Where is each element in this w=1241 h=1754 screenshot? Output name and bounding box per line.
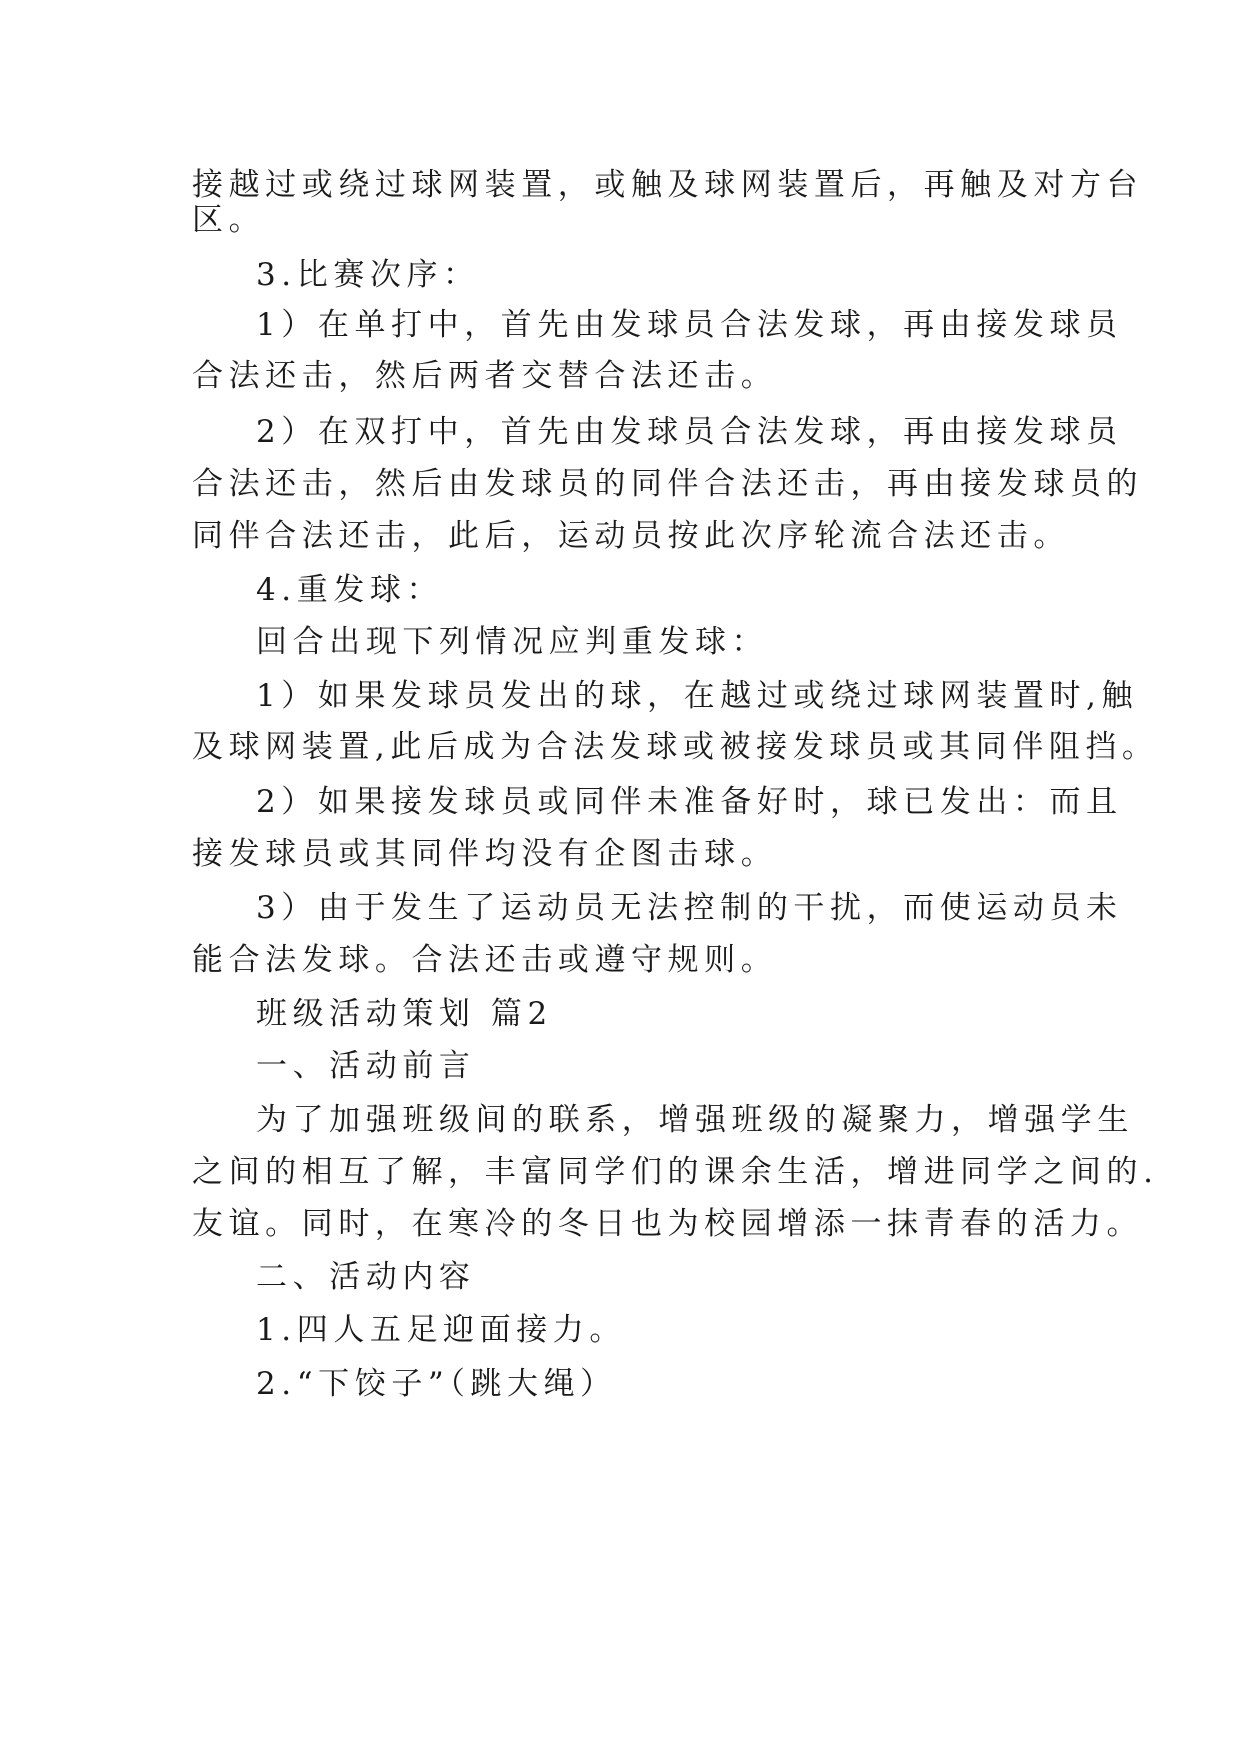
paragraph-line: 1）如果发球员发出的球，在越过或绕过球网装置时,触 (256, 678, 1139, 714)
paragraph-line: 合法还击，然后两者交替合法还击。 (192, 358, 778, 394)
paragraph-line: 能合法发球。合法还击或遵守规则。 (192, 942, 778, 978)
paragraph-line: 接发球员或其同伴均没有企图击球。 (192, 836, 778, 872)
paragraph-line: 合法还击，然后由发球员的同伴合法还击，再由接发球员的 (192, 466, 1144, 502)
section-heading: 一、活动前言 (256, 1048, 476, 1084)
paragraph-line: 2）如果接发球员或同伴未准备好时，球已发出：而且 (256, 784, 1123, 820)
paragraph-line: 接越过或绕过球网装置，或触及球网装置后，再触及对方台 (192, 167, 1144, 203)
paragraph-line: 2）在双打中，首先由发球员合法发球，再由接发球员 (256, 414, 1123, 450)
paragraph-line: 及球网装置,此后成为合法发球或被接发球员或其同伴阻挡。 (192, 729, 1159, 765)
list-item: 2.“下饺子”（跳大绳） (256, 1366, 617, 1402)
paragraph-line: 回合出现下列情况应判重发球： (256, 624, 769, 660)
section-title: 班级活动策划 篇2 (256, 996, 553, 1032)
paragraph-line: 之间的相互了解，丰富同学们的课余生活，增进同学之间的. (192, 1154, 1159, 1190)
paragraph-line: 同伴合法还击，此后，运动员按此次序轮流合法还击。 (192, 518, 1070, 554)
paragraph-line: 1）在单打中，首先由发球员合法发球，再由接发球员 (256, 307, 1123, 343)
paragraph-line: 友谊。同时，在寒冷的冬日也为校园增添一抹青春的活力。 (192, 1206, 1144, 1242)
paragraph-line: 区。 (192, 202, 266, 238)
paragraph-line: 3）由于发生了运动员无法控制的干扰，而使运动员未 (256, 890, 1123, 926)
paragraph-line: 为了加强班级间的联系，增强班级的凝聚力，增强学生 (256, 1102, 1134, 1138)
list-item: 1.四人五足迎面接力。 (256, 1312, 626, 1348)
section-heading: 4.重发球： (256, 572, 444, 608)
section-heading: 二、活动内容 (256, 1259, 476, 1295)
section-heading: 3.比赛次序： (256, 257, 480, 293)
